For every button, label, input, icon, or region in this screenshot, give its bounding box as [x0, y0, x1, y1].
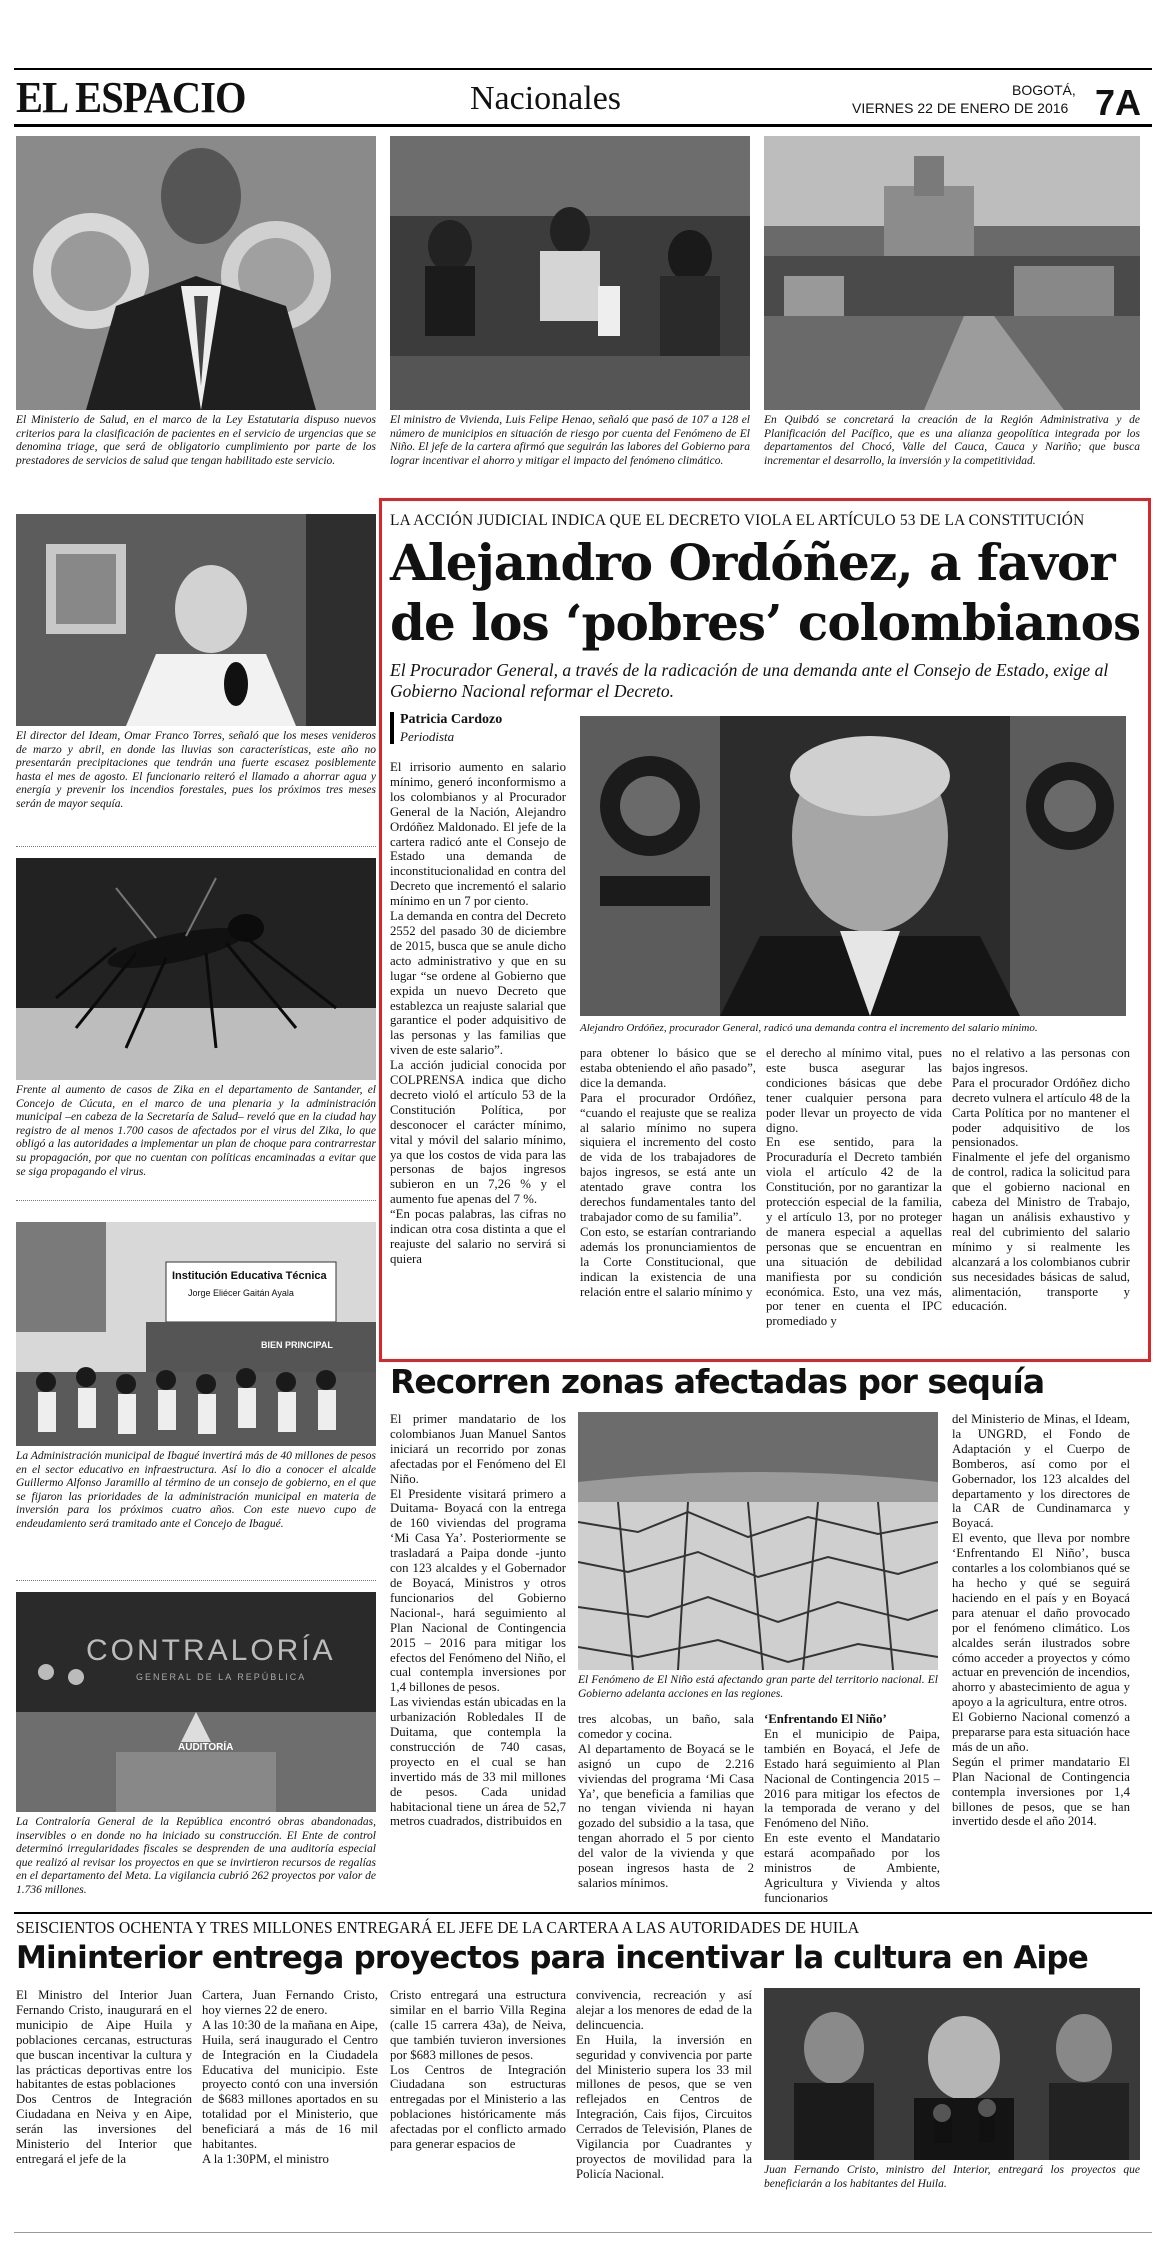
paragraph: Al departamento de Boyacá se le asignó un cupo de 2.216 viviendas del programa ‘Mi Casa Ya’, que beneficia a familias que no tengan vivienda ni hayan gozado del subsidio a la tasa, que tengan ahorrado el 5 por ciento del valor de la vivienda y que posean ingresos hasta de 2 salarios mínimos.: [578, 1741, 754, 1890]
date-city: BOGOTÁ,: [1012, 82, 1076, 98]
paragraph: El Gobierno Nacional comenzó a prepararse para esta situación hace más de un año.: [952, 1710, 1130, 1754]
aipe-col-1: [16, 1988, 192, 2167]
caption-vivienda: El ministro de Vivienda, Luis Felipe Henao, señaló que pasó de 107 a 128 el número de municipios en situación de riesgo por cuenta del Fenómeno de El Niño. El jefe de la cartera afirmó que seguirán las labores del Gobierno para lograr incentivar el ahorro y mitigar el impacto del fenómeno climático.: [390, 414, 750, 467]
paragraph: Las viviendas están ubicadas en la urbanización Robledales II de Duitama, que contempla la construcción de 740 casas, proyecto en el cual se han invertido más de 33 mil millones de pesos. Cada unidad habitacional tiene un área de 52,7 metros cuadrados, distribuidos en: [390, 1695, 566, 1829]
photo-ordonez: [580, 716, 1126, 1016]
paper-name: EL ESPACIO: [16, 73, 246, 122]
photo-sequia: [578, 1412, 938, 1670]
page-number: 7A: [1095, 82, 1142, 123]
aipe-rule: [14, 1912, 1152, 1914]
school-sign-text: Institución Educativa Técnica: [172, 1270, 327, 1282]
main-col-3: [766, 1046, 942, 1329]
paragraph: Los Centros de Integración Ciudadana son estructuras entregadas por el Ministerio a las poblaciones históricamente más afectadas por el conflicto armado para generar espacios de: [390, 2062, 566, 2152]
paragraph: La acción judicial conocida por COLPRENSA indica que dicho decreto violó el artículo 53 de la Constitución Política, por desconocer el carácter mínimo, vital y móvil del salario mínimo, ya que los costos de vida para las personas de bajos ingresos subieron en un 7,26 % y el aumento fue apenas del 7 %.: [390, 1058, 566, 1207]
aipe-col-3: [390, 1988, 566, 2152]
paragraph: tres alcobas, un baño, sala comedor y cocina.: [578, 1712, 754, 1741]
paragraph: En el municipio de Paipa, también en Boyacá, el Jefe de Estado hará seguimiento al Plan Nacional de Contingencia 2015 – 2016 para mitigar los efectos de la temporada de verano y del Fenómeno del Niño.: [764, 1726, 940, 1831]
caption-ibague: La Administración municipal de Ibagué invertirá más de 40 millones de pesos en el sector educativo en infraestructura. Así lo dio a conocer el alcalde Guillermo Alfonso Jaramillo al término de un consejo de gobierno, en el que se fijaron las prioridades de la administración municipal en materia de inversión para los próximos cuatro años. Con este nuevo cupo de endeudamiento será tramitado ante el Concejo de Ibagué.: [16, 1450, 376, 1530]
school-gate-text: BIEN PRINCIPAL: [261, 1340, 333, 1350]
photo-ibague-colegio: [16, 1222, 376, 1446]
byline-role: Periodista: [400, 729, 455, 744]
main-headline-2: de los ‘pobres’ colombianos: [390, 593, 1141, 652]
main-col-4: [952, 1046, 1130, 1314]
caption-ordonez: Alejandro Ordóñez, procurador General, radicó una demanda contra el incremento del salario mínimo.: [580, 1022, 1038, 1034]
paragraph: no el relativo a las personas con bajos ingresos.: [952, 1046, 1130, 1075]
paragraph: Dos Centros de Integración Ciudadana en Neiva y en Aipe, serán las inversiones del Ministerio del Interior que entregará el jefe de la: [16, 2092, 192, 2166]
paragraph: para obtener lo básico que se estaba obteniendo el año pasado”, dice la demanda.: [580, 1046, 756, 1090]
paragraph: Cristo entregará una estructura similar en el barrio Villa Regina (calle 15 carrera 43a), de Neiva, que también tuvieron inversiones por $683 millones de pesos.: [390, 1988, 566, 2062]
caption-cristo: Juan Fernando Cristo, ministro del Interior, entregará los proyectos que beneficiarán a los habitantes del Huila.: [764, 2164, 1140, 2190]
paragraph: En Huila, la inversión en seguridad y convivencia por parte del Ministerio supera los 33 mil millones de pesos, que se ven reflejados en Centros de Integración, Cais fijos, Circuitos Cerrados de Televisión, Planes de Vigilancia por Cuadrantes y proyectos de movilidad para la Policía Nacional.: [576, 2032, 752, 2181]
paragraph: Finalmente el jefe del organismo de control, radica la solicitud para que el gobierno nacional en cabeza del Ministro de Trabajo, hagan un análisis exhaustivo y real del cubrimiento del salario mínimo y si realmente les alcanzará a los colombianos cubrir sus necesidades básicas de salud, alimentación, transporte y educación.: [952, 1150, 1130, 1314]
caption-ideam: El director del Ideam, Omar Franco Torres, señaló que los meses venideros de marzo y abril, en donde las lluvias son características, este año no presentarán precipitaciones que tendrán una fuerte escasez posiblemente hasta el mes de agosto. El funcionario reiteró el llamado a ahorrar agua y energía y prevenir los incendios forestales, pues los próximos tres meses serán de mayor sequía.: [16, 730, 376, 810]
paragraph: Según el primer mandatario El Plan Nacional de Contingencia contempla inversiones por 1,4 billones de pesos, que se han invertido desde el año 2014.: [952, 1754, 1130, 1829]
aipe-kicker: SEISCIENTOS OCHENTA Y TRES MILLONES ENTREGARÁ EL JEFE DE LA CARTERA A LAS AUTORIDADES DE HUILA: [16, 1918, 860, 1937]
byline-author: Patricia Cardozo: [400, 712, 503, 727]
bottom-rule: [14, 2232, 1152, 2233]
paragraph: El irrisorio aumento en salario mínimo, generó inconformismo a los colombianos y al Procurador General de la Nación, Alejandro Ordóñez Maldonado. El jefe de la cartera radicó ante el Consejo de Estado una demanda de inconstitucionalidad en contra del Decreto que incrementó el salario mínimo en un 7 por ciento.: [390, 760, 566, 909]
paragraph: El Ministro del Interior Juan Fernando Cristo, inaugurará en el municipio de Aipe Huila y poblaciones cercanas, estructuras que buscan incentivar la cultura y las prácticas deportivas entre los habitantes de estas poblaciones: [16, 1988, 192, 2092]
caption-sequia: El Fenómeno de El Niño está afectando gran parte del territorio nacional. El Gobierno adelanta acciones en las regiones.: [578, 1674, 938, 1700]
paragraph: A la 1:30PM, el ministro: [202, 2151, 329, 2166]
paragraph: Para el procurador Ordóñez, “cuando el reajuste que se realiza al salario mínimo no supera siquiera el incremento del costo de vida de los trabajadores de bajos ingresos, se está ante un atentado grave contra los derechos fundamentales tanto del trabajador como de su familia”.: [580, 1090, 756, 1224]
paragraph: convivencia, recreación y así alejar a los menores de edad de la delincuencia.: [576, 1988, 752, 2032]
paragraph: El Presidente visitará primero a Duitama- Boyacá con la entrega de 160 viviendas del programa ‘Mi Casa Ya’. Posteriormente se trasladará a Paipa donde -junto con 123 alcaldes y el Gobernador de Boyacá, Ministros y otros funcionarios del Gobierno Nacional-, hará seguimiento al Plan Nacional de Contingencia 2015 – 2016 para mitigar los efectos del Fenómeno del Niño, el cual contempla inversiones por 1,4 billones de pesos.: [390, 1486, 566, 1695]
contraloria-sign2: GENERAL DE LA REPÚBLICA: [136, 1672, 307, 1682]
contraloria-sign: CONTRALORÍA: [86, 1634, 336, 1667]
byline-bar: [390, 712, 394, 744]
aipe-col-2: [202, 1988, 378, 2167]
subhead: ‘Enfrentando El Niño’: [764, 1712, 887, 1726]
masthead-rule: [14, 124, 1152, 127]
paragraph: Para el procurador Ordóñez dicho decreto vulnera el artículo 48 de la Carta Política por no mantener el poder adquisitivo de los pensionados.: [952, 1075, 1130, 1150]
photo-ninos-basura: [390, 136, 750, 410]
paragraph: el derecho al mínimo vital, pues este busca asegurar las condiciones básicas que debe tener cualquier persona para poder llevar un proyecto de vida digno.: [766, 1046, 942, 1135]
sequia-col-1: [390, 1412, 566, 1829]
main-headline-1: Alejandro Ordóñez, a favor: [390, 533, 1115, 592]
section-title: Nacionales: [470, 80, 622, 117]
photo-quibdo: [764, 136, 1140, 410]
paragraph: La demanda en contra del Decreto 2552 del pasado 30 de diciembre de 2015, busca que se anule dicho acto administrativo y que en su lugar “se ordene al Gobierno que expida un nuevo Decreto que establezca un reajuste salarial que garantice el poder adquisitivo de las personas y las familias que viven de este salario”.: [390, 909, 566, 1058]
paragraph: A las 10:30 de la mañana en Aipe, Huila, será inaugurado el Centro de Integración en la Ciudadela Educativa del municipio. Este proyecto contó con una inversión de $683 millones aportados en su totalidad por el Ministerio, que beneficiará a más de 16 mil habitantes.: [202, 2017, 378, 2152]
sequia-headline: Recorren zonas afectadas por sequía: [390, 1362, 1045, 1401]
school-sign-text2: Jorge Eliécer Gaitán Ayala: [188, 1288, 294, 1298]
caption-zika: Frente al aumento de casos de Zika en el departamento de Santander, el Concejo de Cúcuta, en el marco de una plenaria y la administración municipal –en cabeza de la Secretaría de Salud– reveló que en la ciudad hay registro de al menos 1.700 casos de afectados por el virus del Zika, lo que obligó a las autoridades a implementar un plan de choque para contrarrestar su propagación, por que no cuentan con políticas encaminadas a evitar que se siga propagando el virus.: [16, 1084, 376, 1178]
aipe-col-4: [576, 1988, 752, 2182]
top-rule: [14, 68, 1152, 70]
photo-ministro-salud: [16, 136, 376, 410]
photo-zika-mosquito: [16, 858, 376, 1080]
main-kicker: LA ACCIÓN JUDICIAL INDICA QUE EL DECRETO VIOLA EL ARTÍCULO 53 DE LA CONSTITUCIÓN: [390, 512, 1085, 529]
paragraph: En ese sentido, para la Procuraduría el Decreto también viola el artículo 42 de la Constitución, por no garantizar la protección especial de la familia, y el artículo 13, por no proteger de manera especial a aquellas personas que se encuentran en una situación de debilidad manifiesta por su condición económica. Esto, una vez más, por tener en cuenta el IPC promediado y: [766, 1135, 942, 1329]
paragraph: El primer mandatario de los colombianos Juan Manuel Santos iniciará un recorrido por zonas afectadas por el Fenómeno del El Niño.: [390, 1412, 566, 1486]
main-col-1: [390, 760, 566, 1267]
aipe-headline: Mininterior entrega proyectos para incentivar la cultura en Aipe: [16, 1940, 1088, 1976]
photo-cristo: [764, 1988, 1140, 2160]
date-line: VIERNES 22 DE ENERO DE 2016: [852, 100, 1069, 116]
auditoria-text: AUDITORÍA: [178, 1742, 234, 1753]
photo-contraloria: [16, 1592, 376, 1812]
paragraph: del Ministerio de Minas, el Ideam, la UNGRD, el Fondo de Adaptación y el Cuerpo de Bomberos, así como por el Gobernador, los 123 alcaldes del departamento y los directores de la CAR de Cundinamarca y Boyacá.: [952, 1412, 1130, 1531]
sequia-col-2: [578, 1712, 754, 1891]
sequia-col-4: [952, 1412, 1130, 1829]
caption-salud: El Ministerio de Salud, en el marco de la Ley Estatutaria dispuso nuevos criterios para la clasificación de pacientes en el servicio de urgencias que se denomina triage, que será de obligatorio cumplimiento por parte de los prestadores de servicios de salud que tengan habilitado este servicio.: [16, 414, 376, 467]
paragraph: Cartera, Juan Fernando Cristo, hoy viernes 22 de enero.: [202, 1988, 378, 2017]
main-deck: El Procurador General, a través de la radicación de una demanda ante el Consejo de Estado, exige al Gobierno Nacional reformar el Decreto.: [390, 660, 1109, 701]
sequia-col-3: [764, 1712, 940, 1906]
paragraph: “En pocas palabras, las cifras no indican otra cosa distinta a que el reajuste del salario no servirá si quiera: [390, 1207, 566, 1266]
caption-quibdo: En Quibdó se concretará la creación de la Región Administrativa y de Planificación del Pacífico, que es una alianza geopolítica integrada por los departamentos del Chocó, Valle del Cauca, Cauca y Nariño; que busca incrementar el desarrollo, la inversión y la competitividad.: [764, 414, 1140, 467]
paragraph: El evento, que lleva por nombre ‘Enfrentando El Niño’, busca contarles a los colombianos qué se ha hecho y qué se seguirá haciendo en el país y en Boyacá para atenuar el daño provocado por el fenómeno climático. Los alcaldes serán ilustrados sobre cómo acceder a proyectos y cómo actuar en prevención de incendios, ahorro y abastecimiento de agua y apoyo a la agricultura, entre otros.: [952, 1531, 1130, 1710]
paragraph: Con esto, se estarían contrariando además los pronunciamientos de la Corte Constitucional, que indican la existencia de una relación entre el salario mínimo y: [580, 1224, 756, 1299]
caption-contraloria: La Contraloría General de la República encontró obras abandonadas, inservibles o en donde no ha iniciado su construcción. El Ente de control determinó irregularidades fiscales se desprenden de una auditoría especial que realizó al revisar los proyectos en que se invirtieron recursos de regalías en el departamento del Meta. La vigilancia cubrió 262 proyectos por valor de 1.736 millones.: [16, 1816, 376, 1896]
main-col-2: [580, 1046, 756, 1299]
paragraph: En este evento el Mandatario estará acompañado por los ministros de Ambiente, Agricultura y Vivienda y altos funcionarios: [764, 1831, 940, 1905]
photo-ideam: [16, 514, 376, 726]
